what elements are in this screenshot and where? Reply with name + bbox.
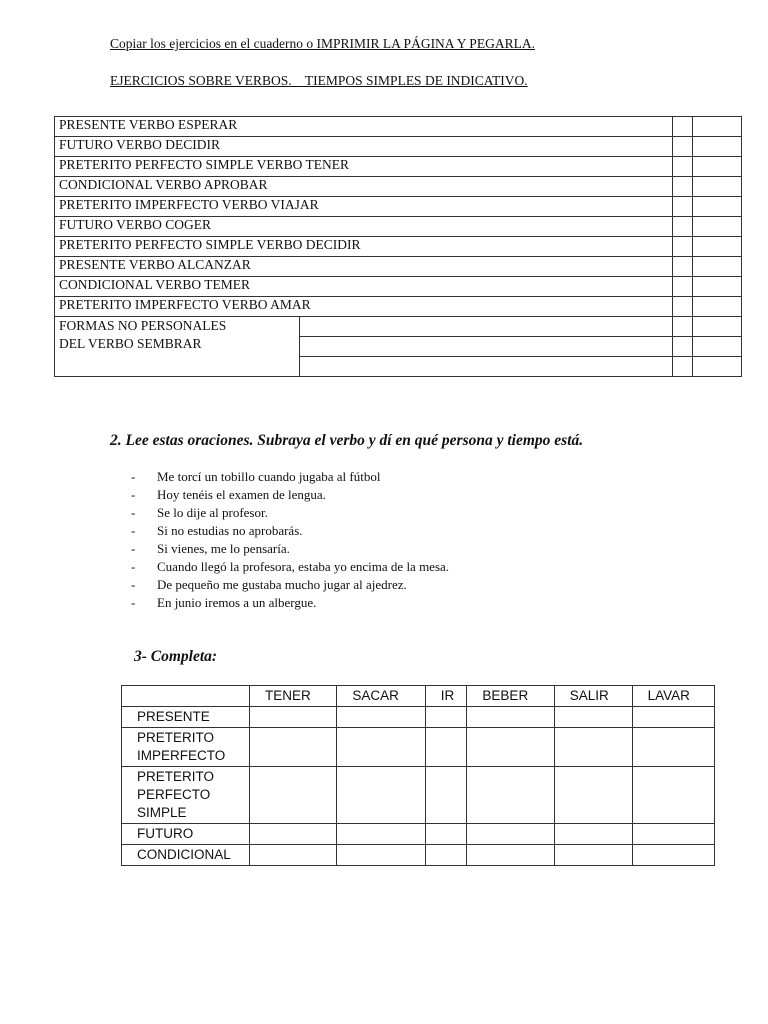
list-item xyxy=(131,486,449,504)
tense-label: CONDICIONAL xyxy=(122,845,250,866)
table-row xyxy=(55,217,742,237)
table-row xyxy=(55,197,742,217)
table-row xyxy=(122,845,715,866)
sentence-text: Me torcí un tobillo cuando jugaba al fútbol xyxy=(157,469,381,484)
answer-cell[interactable] xyxy=(632,707,714,728)
table-row xyxy=(55,237,742,257)
answer-cell[interactable] xyxy=(554,707,632,728)
answer-cell[interactable] xyxy=(250,845,337,866)
answer-cell[interactable] xyxy=(693,237,742,257)
table-row xyxy=(55,117,742,137)
table-row xyxy=(55,157,742,177)
answer-cell[interactable] xyxy=(425,728,467,767)
answer-cell[interactable] xyxy=(693,137,742,157)
answer-cell[interactable] xyxy=(337,707,425,728)
sentence-text: Si no estudias no aprobarás. xyxy=(157,523,303,538)
verb-prompt: CONDICIONAL VERBO TEMER xyxy=(55,277,673,297)
table-row xyxy=(122,767,715,824)
table-row xyxy=(55,257,742,277)
instruction-line: Copiar los ejercicios en el cuaderno o IMPRIMIR LA PÁGINA Y PEGARLA. xyxy=(110,36,535,51)
answer-cell[interactable] xyxy=(693,217,742,237)
empty-corner-cell xyxy=(122,686,250,707)
answer-cell[interactable] xyxy=(673,197,693,217)
completion-table xyxy=(121,685,715,866)
answer-cell[interactable] xyxy=(250,824,337,845)
bullet-dash: - xyxy=(131,469,136,484)
answer-cell[interactable] xyxy=(693,117,742,137)
answer-cell[interactable] xyxy=(673,297,693,317)
tense-label: PRETERITO PERFECTO SIMPLE xyxy=(122,767,250,824)
answer-cell[interactable] xyxy=(693,257,742,277)
answer-cell[interactable] xyxy=(693,197,742,217)
answer-cell[interactable] xyxy=(632,767,714,824)
table-row xyxy=(55,317,742,337)
answer-cell[interactable] xyxy=(693,317,742,337)
sentence-text: Cuando llegó la profesora, estaba yo encima de la mesa. xyxy=(157,559,450,574)
answer-cell[interactable] xyxy=(673,157,693,177)
bullet-dash: - xyxy=(131,595,136,610)
nonpersonal-forms-label xyxy=(55,317,300,377)
table-row xyxy=(55,297,742,317)
answer-cell[interactable] xyxy=(554,728,632,767)
list-item xyxy=(131,504,449,522)
verb-prompt: PRESENTE VERBO ALCANZAR xyxy=(55,257,673,277)
answer-cell[interactable] xyxy=(693,157,742,177)
table-row xyxy=(55,177,742,197)
verb-prompt: FUTURO VERBO COGER xyxy=(55,217,673,237)
answer-cell[interactable] xyxy=(693,277,742,297)
answer-cell[interactable] xyxy=(250,728,337,767)
answer-cell[interactable] xyxy=(673,357,693,377)
answer-cell[interactable] xyxy=(673,177,693,197)
answer-cell[interactable] xyxy=(425,707,467,728)
verb-conjugation-table xyxy=(54,116,742,377)
answer-cell[interactable] xyxy=(300,337,673,357)
list-item xyxy=(131,576,449,594)
verb-prompt: PRETERITO PERFECTO SIMPLE VERBO TENER xyxy=(55,157,673,177)
answer-cell[interactable] xyxy=(467,707,554,728)
verb-prompt: PRETERITO IMPERFECTO VERBO AMAR xyxy=(55,297,673,317)
bullet-dash: - xyxy=(131,541,136,556)
table-row xyxy=(122,728,715,767)
bullet-dash: - xyxy=(131,559,136,574)
list-item xyxy=(131,540,449,558)
sentence-list xyxy=(131,468,449,612)
list-item xyxy=(131,522,449,540)
bullet-dash: - xyxy=(131,577,136,592)
table-row xyxy=(55,137,742,157)
answer-cell[interactable] xyxy=(250,707,337,728)
column-header: BEBER xyxy=(467,686,554,707)
bullet-dash: - xyxy=(131,523,136,538)
answer-cell[interactable] xyxy=(300,357,673,377)
sentence-text: En junio iremos a un albergue. xyxy=(157,595,317,610)
table-row xyxy=(122,707,715,728)
answer-cell[interactable] xyxy=(632,728,714,767)
answer-cell[interactable] xyxy=(673,257,693,277)
table-header-row xyxy=(122,686,715,707)
column-header: IR xyxy=(425,686,467,707)
bullet-dash: - xyxy=(131,505,136,520)
answer-cell[interactable] xyxy=(554,845,632,866)
column-header: TENER xyxy=(250,686,337,707)
sentence-text: Hoy tenéis el examen de lengua. xyxy=(157,487,326,502)
section-3-title: 3- Completa: xyxy=(134,648,218,665)
verb-prompt: CONDICIONAL VERBO APROBAR xyxy=(55,177,673,197)
tense-label: PRESENTE xyxy=(122,707,250,728)
answer-cell[interactable] xyxy=(693,337,742,357)
answer-cell[interactable] xyxy=(467,845,554,866)
answer-cell[interactable] xyxy=(673,277,693,297)
answer-cell[interactable] xyxy=(673,117,693,137)
tense-label: PRETERITO IMPERFECTO xyxy=(122,728,250,767)
answer-cell[interactable] xyxy=(673,337,693,357)
table-row xyxy=(55,277,742,297)
section-2-title: 2. Lee estas oraciones. Subraya el verbo y dí en qué persona y tiempo está. xyxy=(110,432,584,449)
answer-cell[interactable] xyxy=(673,217,693,237)
list-item xyxy=(131,558,449,576)
worksheet-title: EJERCICIOS SOBRE VERBOS. TIEMPOS SIMPLES DE INDICATIVO. xyxy=(110,73,528,88)
answer-cell[interactable] xyxy=(337,767,425,824)
answer-cell[interactable] xyxy=(467,728,554,767)
answer-cell[interactable] xyxy=(632,845,714,866)
column-header: SALIR xyxy=(554,686,632,707)
answer-cell[interactable] xyxy=(673,317,693,337)
answer-cell[interactable] xyxy=(693,177,742,197)
answer-cell[interactable] xyxy=(554,767,632,824)
answer-cell[interactable] xyxy=(673,237,693,257)
verb-prompt: PRESENTE VERBO ESPERAR xyxy=(55,117,673,137)
tense-label: FUTURO xyxy=(122,824,250,845)
answer-cell[interactable] xyxy=(337,845,425,866)
answer-cell[interactable] xyxy=(693,297,742,317)
sentence-text: De pequeño me gustaba mucho jugar al ajedrez. xyxy=(157,577,407,592)
sentence-text: Se lo dije al profesor. xyxy=(157,505,268,520)
answer-cell[interactable] xyxy=(250,767,337,824)
answer-cell[interactable] xyxy=(300,317,673,337)
verb-prompt: PRETERITO PERFECTO SIMPLE VERBO DECIDIR xyxy=(55,237,673,257)
answer-cell[interactable] xyxy=(337,824,425,845)
answer-cell[interactable] xyxy=(425,767,467,824)
column-header: SACAR xyxy=(337,686,425,707)
answer-cell[interactable] xyxy=(337,728,425,767)
bullet-dash: - xyxy=(131,487,136,502)
answer-cell[interactable] xyxy=(673,137,693,157)
column-header: LAVAR xyxy=(632,686,714,707)
answer-cell[interactable] xyxy=(425,845,467,866)
sentence-text: Si vienes, me lo pensaría. xyxy=(157,541,290,556)
answer-cell[interactable] xyxy=(425,824,467,845)
list-item xyxy=(131,468,449,486)
verb-prompt: PRETERITO IMPERFECTO VERBO VIAJAR xyxy=(55,197,673,217)
answer-cell[interactable] xyxy=(632,824,714,845)
verb-prompt: FUTURO VERBO DECIDIR xyxy=(55,137,673,157)
answer-cell[interactable] xyxy=(467,767,554,824)
nonpersonal-label-line-2: DEL VERBO SEMBRAR xyxy=(59,336,202,351)
answer-cell[interactable] xyxy=(693,357,742,377)
nonpersonal-label-line-1: FORMAS NO PERSONALES xyxy=(59,318,227,333)
answer-cell[interactable] xyxy=(554,824,632,845)
list-item xyxy=(131,594,449,612)
table-row xyxy=(122,824,715,845)
answer-cell[interactable] xyxy=(467,824,554,845)
